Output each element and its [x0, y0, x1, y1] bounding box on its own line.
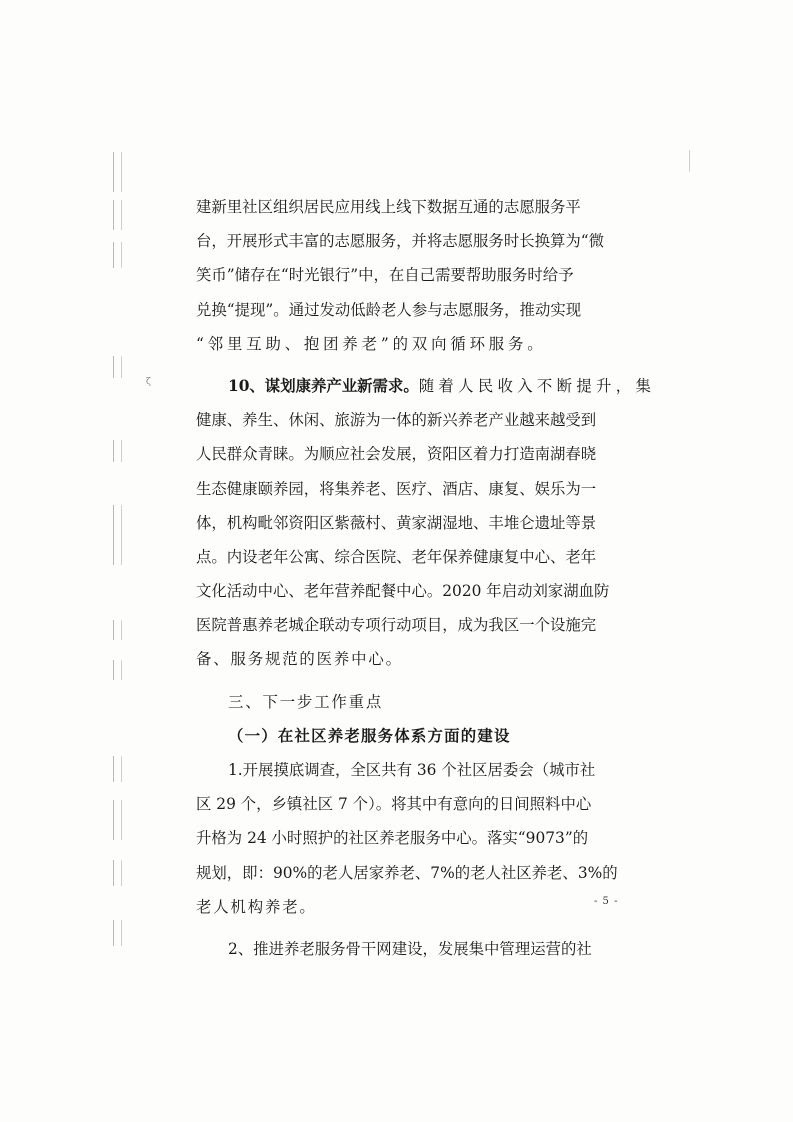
- text-line: 规划，即：90%的老人居家养老、7%的老人社区养老、3%的: [196, 863, 618, 882]
- paragraph-backbone-network: [196, 932, 612, 966]
- paragraph-health-industry: [196, 369, 656, 677]
- text-line: 兑换“提现”。通过发动低龄老人参与志愿服务，推动实现: [196, 300, 582, 319]
- binding-mark: [113, 860, 122, 886]
- section-heading: 三、下一步工作重点: [228, 692, 384, 711]
- text-line: 升格为 24 小时照护的社区养老服务中心。落实“9073”的: [196, 829, 589, 848]
- binding-mark: [113, 440, 122, 462]
- binding-mark: [113, 242, 122, 268]
- subsection-heading: （一）在社区养老服务体系方面的建设: [228, 726, 511, 745]
- binding-mark: [113, 356, 122, 378]
- text-line: 生态健康颐养园，将集养老、医疗、酒店、康复、娱乐为一: [196, 479, 597, 498]
- text-line: 台，开展形式丰富的志愿服务，并将志愿服务时长换算为“微: [196, 232, 605, 251]
- binding-mark: [113, 200, 122, 230]
- text-line: “邻里互助、抱团养老”的双向循环服务。: [196, 334, 547, 353]
- paragraph-volunteer-service: [196, 190, 612, 361]
- binding-mark: [113, 620, 122, 640]
- text-line: 笑币”储存在“时光银行”中，在自己需要帮助服务时给予: [196, 266, 574, 285]
- text-line: 老人机构养老。: [196, 897, 317, 916]
- binding-mark: [113, 152, 122, 192]
- paragraph-survey: [196, 753, 618, 924]
- binding-mark: [113, 920, 122, 946]
- binding-mark: [113, 505, 122, 565]
- text-line: 备、服务规范的医养中心。: [196, 650, 403, 669]
- text-line: 文化活动中心、老年营养配餐中心。2020 年启动刘家湖血防: [196, 582, 610, 601]
- page-number: - 5 -: [594, 896, 619, 907]
- text-line: 健康、养生、休闲、旅游为一体的新兴养老产业越来越受到: [196, 411, 597, 430]
- text-line: 区 29 个，乡镇社区 7 个）。将其中有意向的日间照料中心: [196, 795, 592, 814]
- stray-mark: ζ: [146, 377, 151, 387]
- text-line: 人民群众青睐。为顺应社会发展，资阳区着力打造南湖春晓: [196, 445, 597, 464]
- text-line: 建新里社区组织居民应用线上线下数据互通的志愿服务平: [196, 198, 581, 216]
- text-line: [196, 369, 656, 403]
- text-line: 1.开展摸底调查，全区共有 36 个社区居委会（城市社: [228, 761, 596, 779]
- scan-edge-tick: [689, 150, 690, 172]
- text-line: 体，机构毗邻资阳区紫薇村、黄家湖湿地、丰堆仑遗址等景: [196, 513, 597, 532]
- body-text: [196, 190, 656, 966]
- binding-mark: [113, 660, 122, 680]
- binding-mark: [113, 756, 122, 782]
- binding-mark: [113, 800, 122, 840]
- text-line: 点。内设老年公寓、综合医院、老年保养健康复中心、老年: [196, 547, 597, 566]
- text-line: 医院普惠养老城企联动专项行动项目，成为我区一个设施完: [196, 616, 597, 635]
- paragraph-lead-rest: 随着人民收入不断提升，集: [418, 376, 656, 395]
- paragraph-lead-bold: 10、谋划康养产业新需求。: [228, 376, 419, 395]
- text-line: 2、推进养老服务骨干网建设，发展集中管理运营的社: [228, 939, 592, 958]
